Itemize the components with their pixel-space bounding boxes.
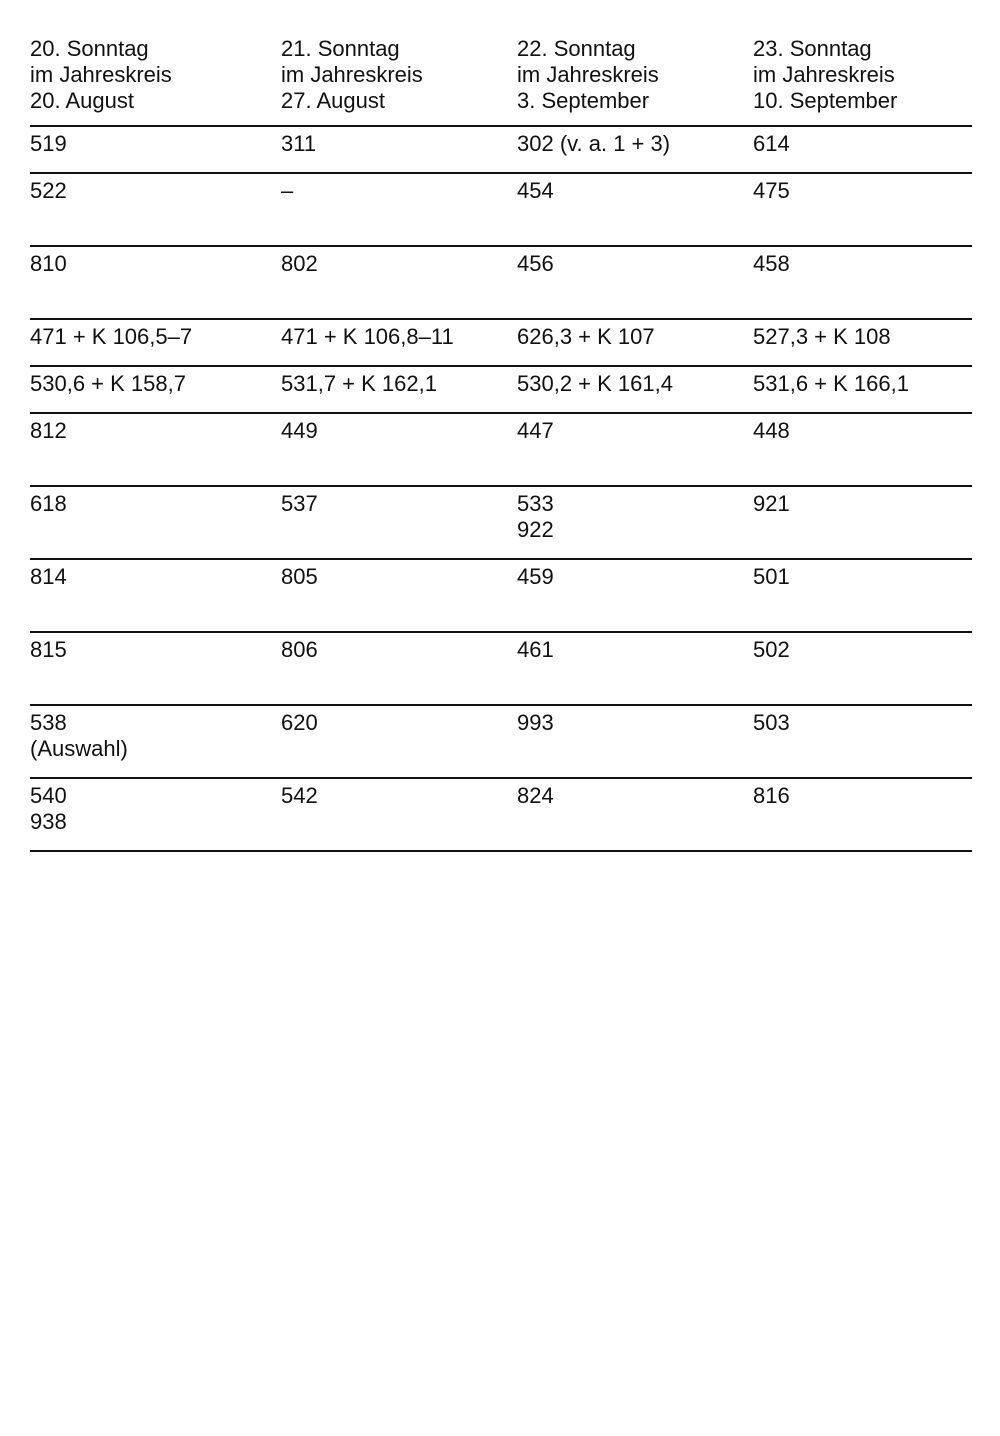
table-cell: 614 — [753, 131, 790, 156]
table-cell: 502 — [753, 637, 790, 662]
table-cell: 530,6 + K 158,7 — [30, 371, 186, 396]
table-cell: 302 (v. a. 1 + 3) — [517, 131, 671, 156]
table-cell: 921 — [753, 491, 790, 516]
table-cell: 522 — [30, 178, 67, 203]
table-row — [30, 706, 972, 779]
table-row — [30, 174, 972, 247]
table-cell: 530,2 + K 161,4 — [517, 371, 673, 396]
table-cell: 531,6 + K 166,1 — [753, 371, 909, 396]
table-cell: 471 + K 106,5–7 — [30, 324, 193, 349]
table-header-row — [30, 36, 972, 127]
header-cell-sunday-21: 21. Sonntag im Jahreskreis 27. August — [281, 36, 423, 113]
hymn-number-table — [30, 36, 972, 852]
table-cell: 448 — [753, 418, 790, 443]
table-cell: 447 — [517, 418, 554, 443]
table-cell: 449 — [281, 418, 318, 443]
table-row — [30, 560, 972, 633]
table-cell: 458 — [753, 251, 790, 276]
table-row — [30, 487, 972, 560]
header-cell-sunday-22: 22. Sonntag im Jahreskreis 3. September — [517, 36, 659, 113]
table-cell: 816 — [753, 783, 790, 808]
table-cell: 824 — [517, 783, 554, 808]
table-cell: 471 + K 106,8–11 — [281, 324, 454, 349]
table-cell: 475 — [753, 178, 790, 203]
table-cell: 812 — [30, 418, 67, 443]
table-row — [30, 633, 972, 706]
header-cell-sunday-23: 23. Sonntag im Jahreskreis 10. September — [753, 36, 898, 113]
table-cell: 805 — [281, 564, 318, 589]
table-cell: 540 938 — [30, 783, 67, 834]
header-cell-sunday-20: 20. Sonntag im Jahreskreis 20. August — [30, 36, 172, 113]
table-cell: 993 — [517, 710, 554, 735]
table-cell: 626,3 + K 107 — [517, 324, 655, 349]
table-cell: 459 — [517, 564, 554, 589]
table-cell: 814 — [30, 564, 67, 589]
table-cell: 531,7 + K 162,1 — [281, 371, 437, 396]
table-row — [30, 320, 972, 367]
table-cell: 620 — [281, 710, 318, 735]
table-cell: 311 — [281, 131, 317, 156]
table-row — [30, 127, 972, 174]
table-row — [30, 247, 972, 320]
table-cell: 618 — [30, 491, 67, 516]
table-cell: 815 — [30, 637, 67, 662]
table-cell: 501 — [753, 564, 790, 589]
table-cell: 542 — [281, 783, 318, 808]
table-cell: 519 — [30, 131, 67, 156]
table-row — [30, 414, 972, 487]
table-cell: 537 — [281, 491, 318, 516]
table-cell: 806 — [281, 637, 318, 662]
table-cell: 527,3 + K 108 — [753, 324, 891, 349]
table-cell: 454 — [517, 178, 554, 203]
table-cell: 456 — [517, 251, 554, 276]
table-cell: – — [281, 178, 294, 203]
table-cell: 503 — [753, 710, 790, 735]
table-row — [30, 779, 972, 852]
table-cell: 533 922 — [517, 491, 554, 542]
table-row — [30, 367, 972, 414]
table-cell: 802 — [281, 251, 318, 276]
table-cell: 810 — [30, 251, 67, 276]
table-cell: 538 (Auswahl) — [30, 710, 128, 761]
table-cell: 461 — [517, 637, 554, 662]
